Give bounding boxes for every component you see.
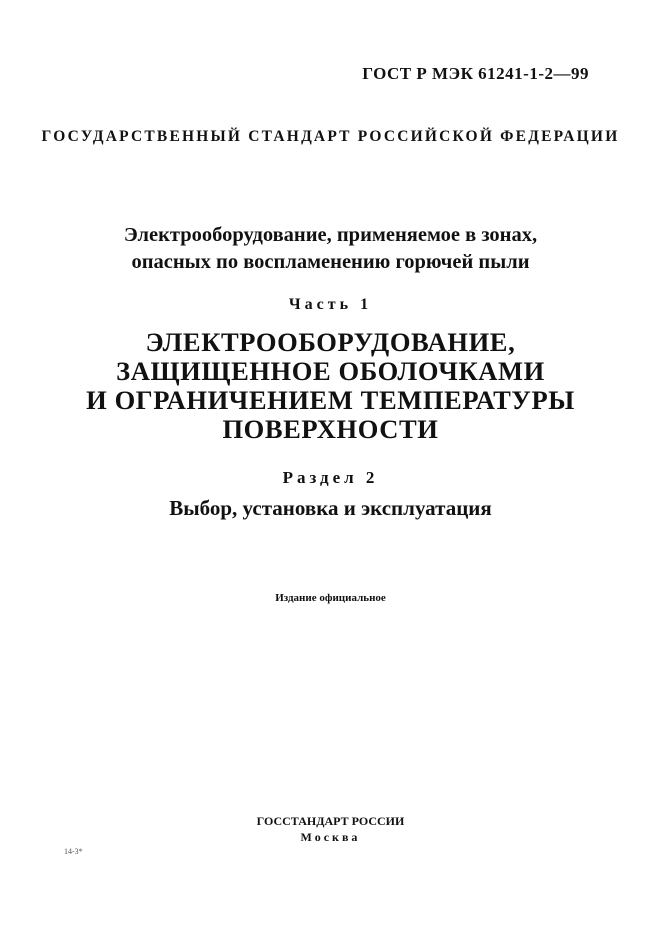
standard-code: ГОСТ Р МЭК 61241-1-2—99 [362,64,589,83]
publisher-city: Москва [300,830,361,844]
publisher-block [0,813,661,845]
main-title [60,328,601,444]
edition-note: Издание официальное [275,592,386,604]
margin-note: 14-3* [64,847,83,856]
publisher-name: ГОССТАНДАРТ РОССИИ [256,814,405,828]
title-block [60,222,601,521]
main-title-line: И ОГРАНИЧЕНИЕМ ТЕМПЕРАТУРЫ [86,385,575,415]
subtitle-line: Электрооборудование, применяемое в зонах, [123,224,538,246]
document-subtitle [60,222,601,276]
part-label: Часть 1 [288,296,373,313]
main-title-line: ЭЛЕКТРООБОРУДОВАНИЕ, [145,327,516,357]
main-title-line: ПОВЕРХНОСТИ [222,414,439,444]
section-title: Выбор, установка и эксплуатация [169,496,492,520]
section-label: Раздел 2 [282,468,379,487]
main-title-line: ЗАЩИЩЕННОЕ ОБОЛОЧКАМИ [116,356,545,386]
state-standard-heading: ГОСУДАРСТВЕННЫЙ СТАНДАРТ РОССИЙСКОЙ ФЕДЕРАЦИИ [41,128,620,145]
subtitle-line: опасных по воспламенению горючей пыли [131,251,530,273]
